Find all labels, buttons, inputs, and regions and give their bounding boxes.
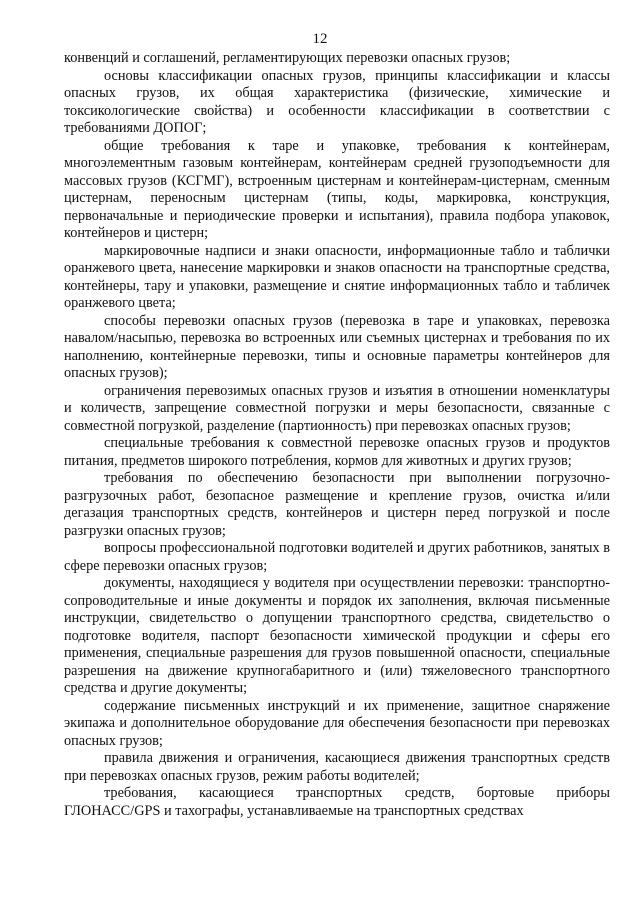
paragraph-10: документы, находящиеся у водителя при осуществлении перевозки: транспортно-сопроводительные и иные документы и порядок их заполнения, включая письменные инструкции, свидетельство о допущении транспортного средства, свидетельство о подготовке водителя, паспорт безопасности химической продукции и сферы его применения, специальные разрешения для грузов повышенной опасности, специальные разрешения на движение крупногабаритного и (или) тяжеловесного транспортного средства и другие документы; bbox=[64, 575, 610, 696]
paragraph-9: вопросы профессиональной подготовки водителей и других работников, занятых в сфере перевозки опасных грузов; bbox=[64, 540, 610, 574]
paragraph-5: способы перевозки опасных грузов (перевозка в таре и упаковках, перевозка навалом/насыпью, перевозка во встроенных или съемных цистернах и требования по их наполнению, контейнерные перевозки, типы и основные параметры контейнеров для опасных грузов); bbox=[64, 312, 610, 381]
paragraph-2: основы классификации опасных грузов, принципы классификации и классы опасных грузов, их общая характеристика (физические, химические и токсикологические свойства) и особенности классификации в соответствии с требованиями ДОПОГ; bbox=[64, 67, 610, 136]
paragraph-1: конвенций и соглашений, регламентирующих перевозки опасных грузов; bbox=[64, 50, 511, 66]
paragraph-6: ограничения перевозимых опасных грузов и изъятия в отношении номенклатуры и количеств, запрещение совместной погрузки и меры безопасности, связанные с совместной погрузкой, разделение (партионность) при перевозках опасных грузов; bbox=[64, 382, 610, 434]
paragraph-4: маркировочные надписи и знаки опасности, информационные табло и таблички оранжевого цвета, нанесение маркировки и знаков опасности на транспортные средства, контейнеры, тару и упаковки, размещение и снятие информационных табло и табличек оранжевого цвета; bbox=[64, 242, 610, 311]
paragraph-8: требования по обеспечению безопасности при выполнении погрузочно-разгрузочных работ, безопасное размещение и крепление грузов, очистка и/или дегазация транспортных средств, контейнеров и цистерн перед погрузкой и после разгрузки опасных грузов; bbox=[64, 470, 610, 539]
paragraph-3: общие требования к таре и упаковке, требования к контейнерам, многоэлементным газовым контейнерам, контейнерам средней грузоподъемности для массовых грузов (КСГМГ), встроенным цистернам и контейнерам-цистернам, сменным цистернам, переносным цистернам (типы, коды, маркировка, конструкция, первоначальные и периодические проверки и испытания), правила подбора упаковок, контейнеров и цистерн; bbox=[64, 137, 610, 241]
page-number: 12 bbox=[312, 31, 328, 47]
paragraph-7: специальные требования к совместной перевозке опасных грузов и продуктов питания, предметов широкого потребления, кормов для животных и других грузов; bbox=[64, 435, 610, 469]
paragraph-11: содержание письменных инструкций и их применение, защитное снаряжение экипажа и дополнительное оборудование для обеспечения безопасности при перевозках опасных грузов; bbox=[64, 697, 610, 749]
document-body bbox=[64, 50, 610, 820]
paragraph-13: требования, касающиеся транспортных средств, бортовые приборы ГЛОНАСС/GPS и тахографы, устанавливаемые на транспортных средствах bbox=[64, 785, 610, 819]
paragraph-12: правила движения и ограничения, касающиеся движения транспортных средств при перевозках опасных грузов, режим работы водителей; bbox=[64, 750, 610, 784]
